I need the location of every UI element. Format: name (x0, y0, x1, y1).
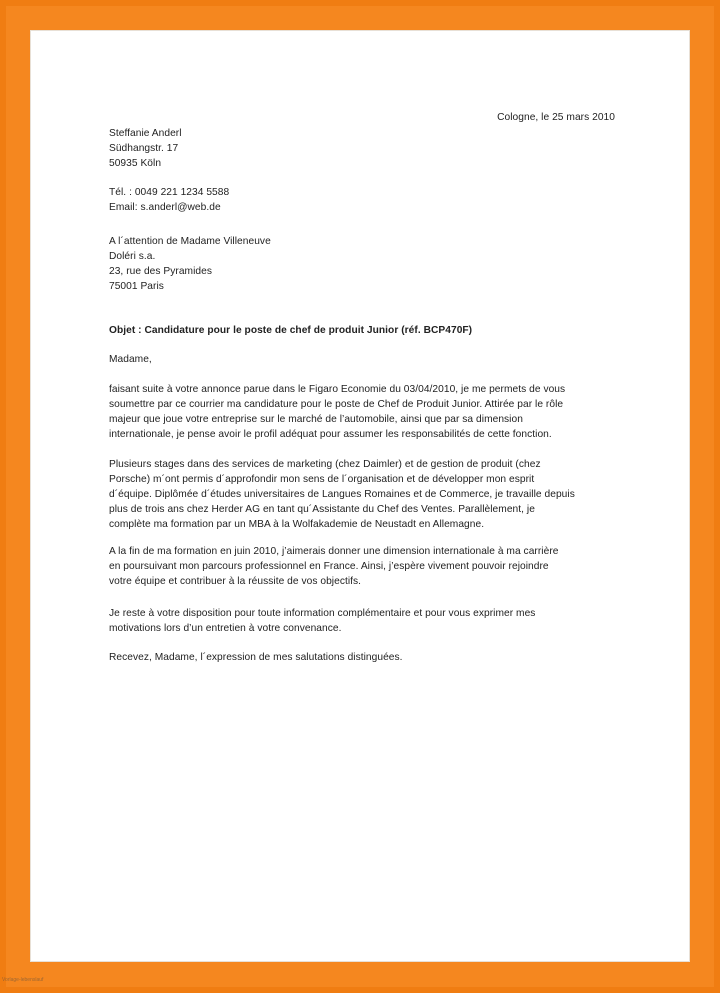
paragraph-2 (109, 457, 575, 532)
paragraph-3 (109, 544, 559, 589)
sender-name: Steffanie Anderl (109, 128, 182, 139)
paragraph-line: faisant suite à votre annonce parue dans le Figaro Economie du 03/04/2010, je me permets de vous (109, 384, 566, 395)
sender-city: 50935 Köln (109, 158, 162, 169)
sender-street: Südhangstr. 17 (109, 143, 179, 154)
paragraph-line: A la fin de ma formation en juin 2010, j’aimerais donner une dimension internationale à ma carrière (109, 546, 559, 557)
paragraph-line: Porsche) m´ont permis d´approfondir mon sens de l´organisation et de développer mon esprit (109, 474, 535, 485)
paragraph-line: plus de trois ans chez Herder AG en tant qu´Assistante du Chef des Ventes. Parallèlement, je (109, 504, 535, 515)
paragraph-line: en poursuivant mon parcours professionnel en France. Ainsi, j’espère vivement pouvoir rejoindre (109, 561, 549, 572)
sender-contact (109, 185, 229, 215)
sender-phone: Tél. : 0049 221 1234 5588 (109, 187, 230, 198)
paragraph-line: internationale, je pense avoir le profil adéquat pour assumer les responsabilités de cette fonction. (109, 429, 552, 440)
paragraph-line: complète ma formation par un MBA à la Wolfakademie de Neustadt en Allemagne. (109, 519, 485, 530)
letter-sheet (30, 30, 690, 962)
sender-email: Email: s.anderl@web.de (109, 202, 221, 213)
paragraph-line: motivations lors d’un entretien à votre convenance. (109, 623, 342, 634)
paragraph-line: Plusieurs stages dans des services de marketing (chez Daimler) et de gestion de produit (chez (109, 459, 541, 470)
recipient-address (109, 234, 271, 294)
letter-closing: Recevez, Madame, l´expression de mes salutations distinguées. (109, 652, 403, 663)
paragraph-1 (109, 382, 565, 442)
sender-address (109, 126, 182, 171)
paragraph-line: d´équipe. Diplômée d´études universitaires de Langues Romaines et de Commerce, je travaille depuis (109, 489, 575, 500)
letter-subject: Objet : Candidature pour le poste de chef de produit Junior (réf. BCP470F) (109, 325, 473, 336)
paragraph-line: Je reste à votre disposition pour toute information complémentaire et pour vous exprimer mes (109, 608, 536, 619)
recipient-city: 75001 Paris (109, 281, 164, 292)
paragraph-line: majeur que joue votre entreprise sur le marché de l’automobile, ainsi que par sa dimension (109, 414, 523, 425)
letter-date: Cologne, le 25 mars 2010 (497, 112, 615, 123)
recipient-company: Doléri s.a. (109, 251, 156, 262)
paragraph-line: soumettre par ce courrier ma candidature pour le poste de Chef de Produit Junior. Attirée par le rôle (109, 399, 564, 410)
recipient-street: 23, rue des Pyramides (109, 266, 212, 277)
letter-greeting: Madame, (109, 354, 152, 365)
paragraph-line: votre équipe et contribuer à la réussite de vos objectifs. (109, 576, 362, 587)
recipient-attention: A l´attention de Madame Villeneuve (109, 236, 271, 247)
watermark: Vorlage-lebenslauf (2, 977, 44, 983)
paragraph-4 (109, 606, 535, 636)
